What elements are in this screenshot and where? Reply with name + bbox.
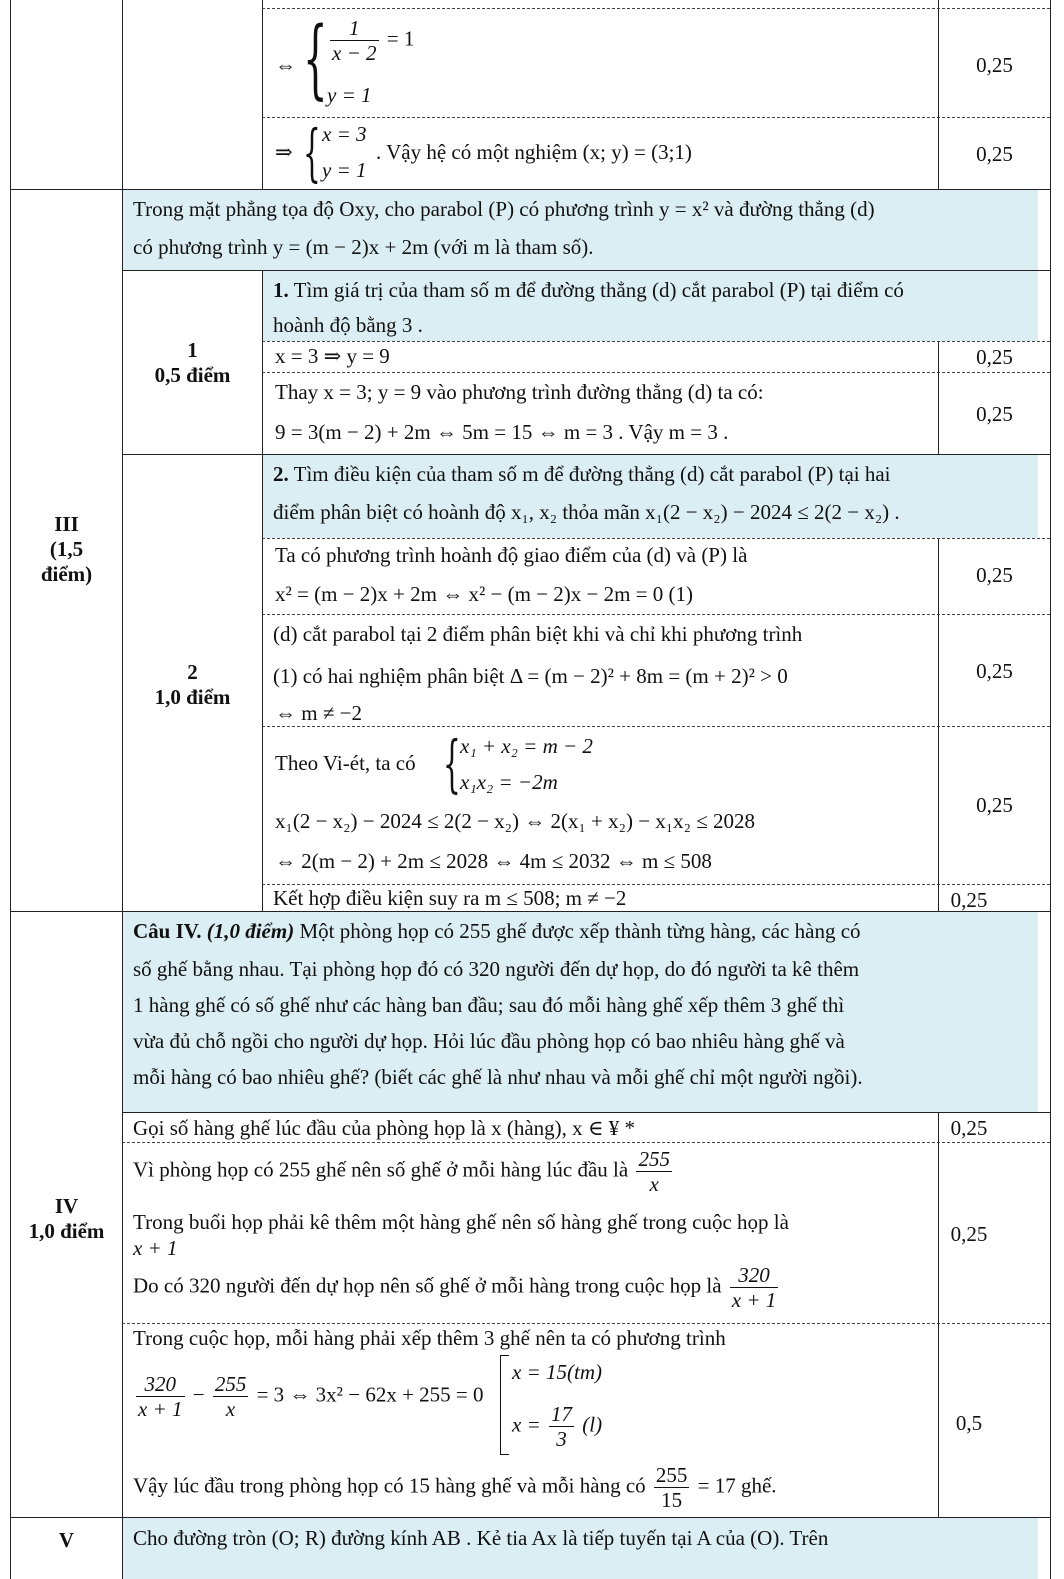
problem-IV-line3: 1 hàng ghế có số ghế như các hàng ban đầu; sau đó mỗi hàng ghế xếp thêm 3 ghế thì (133, 993, 845, 1017)
part1-step1: x = 3 ⇒ y = 9 (275, 344, 390, 368)
table-border-left (10, 0, 11, 1579)
IV-step2-line4: Do có 320 người đến dự họp nên số ghế ở mỗi hàng trong cuộc họp là $\frac{320}{x + 1}$ (133, 1263, 777, 1313)
part2-question-line1: 2. Tìm điều kiện của tham số m để đường thẳng (d) cắt parabol (P) tại hai (273, 462, 891, 486)
part2-d-line: Kết hợp điều kiện suy ra m ≤ 508; m ≠ −2 (273, 886, 627, 910)
part2-c-sys2: x₁x₂ = −2m (460, 770, 558, 794)
row-border-IV-top (10, 911, 1051, 912)
section-V-label: V (58, 1528, 75, 1552)
problem-IV-line2: số ghế bằng nhau. Tại phòng họp đó có 320 người đến dự họp, do đó người ta kê thêm (133, 957, 860, 981)
part1-question-line1: 1. Tìm giá trị của tham số m để đường thẳng (d) cắt parabol (P) tại điểm có (273, 278, 904, 302)
part2-a-score: 0,25 (976, 563, 1013, 587)
dashed-sep (122, 1142, 1050, 1143)
dashed-sep (122, 1323, 1050, 1324)
row2-x-eq: x = 3 (322, 122, 367, 146)
part2-b-score: 0,25 (976, 659, 1013, 683)
problem-IV-line5: mỗi hàng có bao nhiêu ghế? (biết các ghế là như nhau và mỗi ghế chỉ một người ngồi). (133, 1065, 863, 1089)
IV-step3-line1: Trong cuộc họp, mỗi hàng phải xếp thêm 3 ghế nên ta có phương trình (133, 1326, 726, 1350)
IV-step2-line2: Trong buổi họp phải kê thêm một hàng ghế nên số hàng ghế trong cuộc họp là (133, 1210, 789, 1234)
problem-V-line1: Cho đường tròn (O; R) đường kính AB . Kẻ tia Ax là tiếp tuyến tại A của (O). Trên (133, 1526, 829, 1550)
solution-bracket (500, 1355, 509, 1455)
row2-conclusion: . Vậy hệ có một nghiệm (x; y) = (3;1) (376, 140, 692, 164)
dashed-sep (262, 8, 1050, 9)
IV-step3-root1: x = 15(tm) (512, 1360, 602, 1384)
part1-step2-line1: Thay x = 3; y = 9 vào phương trình đường thẳng (d) ta có: (275, 380, 764, 404)
part2-b-line1: (d) cắt parabol tại 2 điểm phân biệt khi và chỉ khi phương trình (273, 622, 803, 646)
row2-prefix: ⇒ (275, 140, 293, 164)
part1-step2-line2: 9 = 3(m − 2) + 2m ⇔ 5m = 15 ⇔ m = 3 . Vậy m = 3 . (275, 420, 729, 444)
part2-c-line4: ⇔ 2(m − 2) + 2m ≤ 2028 ⇔ 4m ≤ 2032 ⇔ m ≤ 508 (275, 849, 712, 873)
IV-step2-line1: Vì phòng họp có 255 ghế nên số ghế ở mỗi hàng lúc đầu là $\frac{255}{x}$ (133, 1147, 670, 1197)
problem-IV-line1: Câu IV. (1,0 điểm) Một phòng họp có 255 ghế được xếp thành từng hàng, các hàng có (133, 919, 861, 943)
part2-d-score: 0,25 (950, 888, 988, 912)
dashed-sep (262, 614, 1050, 615)
part2-c-score: 0,25 (976, 793, 1013, 817)
system-brace: { (303, 116, 321, 189)
section-III-label: III (1,5 điểm) (40, 512, 93, 587)
part2-a-line2: x² = (m − 2)x + 2m ⇔ x² − (m − 2)x − 2m = 0 (1) (275, 582, 694, 606)
dashed-sep (262, 884, 1050, 885)
problem-III-line1: Trong mặt phẳng tọa độ Oxy, cho parabol (P) có phương trình y = x² và đường thẳng (d) (133, 197, 875, 221)
row1-fraction: $\frac{1}{x - 2}$ = 1 (332, 16, 415, 66)
part2-a-line1: Ta có phương trình hoành độ giao điểm của (d) và (P) là (275, 543, 748, 567)
table-col-divider-2b (262, 270, 263, 912)
part2-c-prefix: Theo Vi-ét, ta có (275, 751, 416, 775)
row1-prefix: ⇔ (275, 53, 296, 77)
section-IV-label: IV 1,0 điểm (28, 1194, 105, 1244)
part2-question-line2: điểm phân biệt có hoành độ x₁, x₂ thỏa mãn x₁(2 − x₂) − 2024 ≤ 2(2 − x₂) . (273, 500, 900, 524)
part1-step1-score: 0,25 (976, 345, 1013, 369)
row1-score: 0,25 (976, 53, 1013, 77)
score-col-divider-d (938, 1112, 939, 1518)
part2-label: 2 1,0 điểm (154, 660, 231, 710)
problem-III-line2: có phương trình y = (m − 2)x + 2m (với m là tham số). (133, 235, 594, 259)
system-brace: { (303, 9, 328, 109)
row1-y-eq: y = 1 (327, 83, 372, 107)
table-border-right (1050, 0, 1051, 1579)
part1-step2-score: 0,25 (976, 402, 1013, 426)
part2-c-line3: x₁(2 − x₂) − 2024 ≤ 2(2 − x₂) ⇔ 2(x₁ + x₂) − x₁x₂ ≤ 2028 (275, 809, 755, 833)
IV-step2-line3: x + 1 (133, 1236, 178, 1260)
row2-score: 0,25 (976, 142, 1013, 166)
row-border-III-top (10, 189, 1051, 190)
part2-b-line2: (1) có hai nghiệm phân biệt Δ = (m − 2)² + 8m = (m + 2)² > 0 (273, 664, 788, 688)
dashed-sep (262, 726, 1050, 727)
row2-y-eq: y = 1 (322, 158, 367, 182)
dashed-sep (262, 372, 1050, 373)
row-border-III-problem (122, 270, 1051, 271)
dashed-sep (262, 538, 1050, 539)
table-col-divider-1 (122, 0, 123, 1579)
part2-c-sys1: x₁ + x₂ = m − 2 (460, 734, 593, 758)
dashed-sep (262, 341, 1050, 342)
row-border-part2 (122, 454, 1051, 455)
score-col-divider-c (938, 538, 939, 912)
table-col-divider-2a (262, 0, 263, 190)
part1-question-line2: hoành độ bằng 3 . (273, 313, 423, 337)
problem-IV-line4: vừa đủ chỗ ngồi cho người dự họp. Hỏi lúc đầu phòng họp có bao nhiêu hàng ghế và (133, 1029, 845, 1053)
part1-label: 1 0,5 điểm (154, 338, 231, 388)
dashed-sep (262, 117, 1050, 118)
part2-b-line3: ⇔ m ≠ −2 (275, 701, 362, 725)
row-border-V-top (10, 1517, 1051, 1518)
IV-step1-score: 0,25 (950, 1116, 988, 1140)
row-border-IV-problem (122, 1112, 1051, 1113)
system-brace: { (443, 727, 461, 800)
IV-step3-conclusion: Vậy lúc đầu trong phòng họp có 15 hàng ghế và mỗi hàng có $\frac{255}{15}$ = 17 ghế. (133, 1463, 777, 1513)
IV-step1: Gọi số hàng ghế lúc đầu của phòng họp là x (hàng), x ∈ ¥ * (133, 1116, 635, 1140)
IV-step3-root2: x = $\frac{17}{3}$ (l) (512, 1402, 603, 1452)
IV-step3-score: 0,5 (955, 1411, 983, 1435)
IV-step3-equation: $\frac{320}{x + 1}$ − $\frac{255}{x}$ = 3 ⇔ 3x² − 62x + 255 = 0 (138, 1372, 484, 1422)
IV-step2-score: 0,25 (950, 1222, 988, 1246)
